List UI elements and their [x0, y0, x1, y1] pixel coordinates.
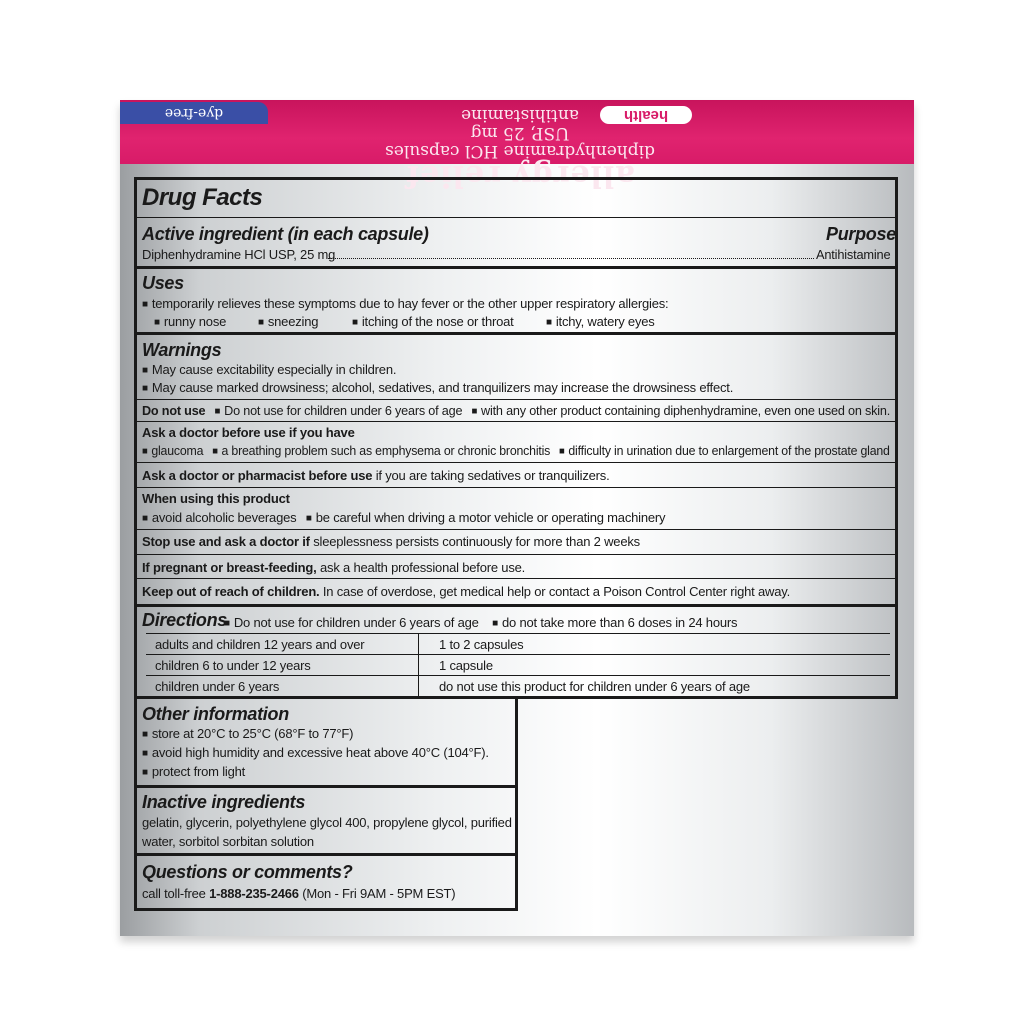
table-column-divider — [418, 633, 419, 696]
table-cell-age: children 6 to under 12 years — [155, 658, 311, 673]
do-not-use-item: ■ with any other product containing diphenhydramine, even one used on skin. — [471, 403, 890, 418]
other-info-heading: Other information — [142, 704, 289, 724]
table-cell-dose: 1 capsule — [439, 658, 493, 673]
divider — [137, 554, 895, 555]
when-using-items — [142, 510, 665, 525]
product-subtitle: diphenhydramine HCl capsules USP, 25 mg — [385, 123, 655, 161]
active-ingredient: Diphenhydramine HCl USP, 25 mg — [142, 247, 336, 262]
ask-pharmacist-label: Ask a doctor or pharmacist before use — [142, 468, 373, 483]
ask-doctor-item: ■ glaucoma — [142, 443, 203, 458]
inactive-line: gelatin, glycerin, polyethylene glycol 400, propylene glycol, purified — [142, 815, 512, 830]
table-cell-dose: do not use this product for children under 6 years of age — [439, 679, 750, 694]
questions-contact — [142, 886, 455, 901]
stop-use-label: Stop use and ask a doctor if — [142, 534, 310, 549]
directions-item: ■ do not take more than 6 doses in 24 hours — [492, 615, 737, 630]
active-ingredient-heading: Active ingredient (in each capsule) — [142, 224, 429, 244]
ask-pharmacist — [142, 468, 610, 483]
do-not-use — [142, 403, 890, 418]
product-category: antihistamine — [461, 105, 579, 125]
directions-heading: Directions — [142, 610, 228, 630]
stop-use-text: sleeplessness persists continuously for more than 2 weeks — [313, 534, 640, 549]
ask-doctor-item: ■ difficulty in urination due to enlargement of the prostate gland — [559, 443, 890, 458]
divider — [137, 399, 895, 400]
carton-top-flap — [120, 100, 914, 193]
table-cell-dose: 1 to 2 capsules — [439, 637, 524, 652]
divider — [137, 578, 895, 579]
product-title: allergy relief — [405, 158, 635, 193]
ask-doctor-items — [142, 443, 890, 458]
divider — [137, 462, 895, 463]
when-using-item: ■ be careful when driving a motor vehicle or operating machinery — [306, 510, 665, 525]
table-cell-age: adults and children 12 years and over — [155, 637, 365, 652]
inactive-heading: Inactive ingredients — [142, 792, 306, 812]
drug-facts-heading: Drug Facts — [142, 184, 263, 211]
ask-pharmacist-text: if you are taking sedatives or tranquilizers. — [375, 468, 610, 483]
phone-number: 1-888-235-2466 — [209, 886, 299, 901]
table-line — [146, 654, 890, 655]
warnings-heading: Warnings — [142, 340, 222, 360]
ask-doctor-item: ■ a breathing problem such as emphysema or chronic bronchitis — [212, 443, 550, 458]
uses-heading: Uses — [142, 273, 184, 293]
uses-item: ■ itching of the nose or throat — [352, 314, 514, 329]
uses-item: ■ itchy, watery eyes — [546, 314, 655, 329]
divider — [137, 529, 895, 530]
warning-line: ■ May cause excitability especially in children. — [142, 362, 396, 377]
ask-doctor-label: Ask a doctor before use if you have — [142, 425, 355, 440]
inactive-line: water, sorbitol sorbitan solution — [142, 834, 314, 849]
pregnant-warning — [142, 560, 525, 575]
questions-hours: (Mon - Fri 9AM - 5PM EST) — [302, 886, 456, 901]
when-using-label: When using this product — [142, 491, 290, 506]
dye-free-badge: dye-free — [120, 102, 268, 124]
pregnant-label: If pregnant or breast-feeding, — [142, 560, 317, 575]
do-not-use-label: Do not use — [142, 403, 206, 418]
questions-prefix: call toll-free — [142, 886, 206, 901]
table-cell-age: children under 6 years — [155, 679, 280, 694]
keep-out-text: In case of overdose, get medical help or contact a Poison Control Center right away. — [322, 584, 790, 599]
when-using-item: ■ avoid alcoholic beverages — [142, 510, 296, 525]
pregnant-text: ask a health professional before use. — [320, 560, 526, 575]
other-info-item: ■ store at 20°C to 25°C (68°F to 77°F) — [142, 726, 353, 741]
brand-name: health — [623, 107, 669, 124]
divider — [137, 217, 895, 218]
questions-heading: Questions or comments? — [142, 862, 353, 882]
other-info-item: ■ avoid high humidity and excessive heat above 40°C (104°F). — [142, 745, 489, 760]
section-divider — [137, 604, 895, 607]
purpose: Antihistamine — [816, 247, 891, 262]
directions-item: ■ Do not use for children under 6 years of age — [224, 615, 479, 630]
directions-items — [224, 615, 737, 630]
warning-line: ■ May cause marked drowsiness; alcohol, sedatives, and tranquilizers may increase the drowsiness effect. — [142, 380, 733, 395]
purpose-heading: Purpose — [826, 224, 896, 244]
section-divider — [137, 785, 515, 788]
other-info-item: ■ protect from light — [142, 764, 245, 779]
divider — [137, 487, 895, 488]
dot-leader — [328, 258, 814, 259]
divider — [137, 421, 895, 422]
section-divider — [137, 332, 895, 335]
table-line — [146, 633, 890, 634]
section-divider — [137, 853, 515, 856]
uses-item: ■ sneezing — [258, 314, 318, 329]
uses-intro: ■ temporarily relieves these symptoms due to hay fever or the other upper respiratory allergies: — [142, 296, 668, 311]
section-divider — [137, 266, 895, 269]
table-line — [146, 675, 890, 676]
keep-out-label: Keep out of reach of children. — [142, 584, 320, 599]
do-not-use-item: ■ Do not use for children under 6 years of age — [215, 403, 463, 418]
keep-out-of-reach — [142, 584, 790, 599]
uses-item: ■ runny nose — [154, 314, 226, 329]
stop-use — [142, 534, 640, 549]
